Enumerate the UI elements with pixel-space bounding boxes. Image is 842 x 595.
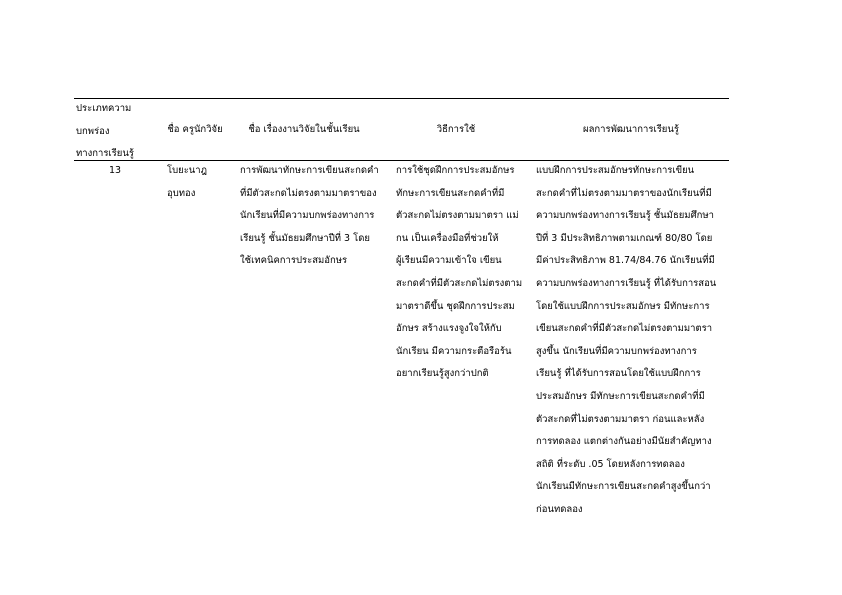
text-line: มาตราดีขึ้น ชุดฝึกการประสม	[396, 300, 515, 312]
text-line: ทักษะการเขียนสะกดคำที่มี	[396, 187, 505, 199]
header-disability-type	[76, 98, 154, 166]
research-title	[240, 160, 379, 273]
text-line: การใช้ชุดฝึกการประสมอักษร	[396, 165, 515, 176]
text-line: อักษร สร้างแรงจูงใจให้กับ	[396, 323, 502, 335]
text-line: กน เป็นเครื่องมือที่ช่วยให้	[396, 232, 499, 244]
header-line: ทางการเรียนรู้	[76, 148, 134, 160]
text-line: การพัฒนาทักษะการเขียนสะกดคำ	[240, 165, 379, 176]
text-line: อุบทอง	[167, 187, 196, 199]
text-line: สะกดคำที่ไม่ตรงตามมาตราของนักเรียนที่มี	[536, 187, 712, 199]
text-line: มีค่าประสิทธิภาพ 81.74/84.76 นักเรียนที่มี	[536, 255, 715, 267]
text-line: การทดลอง แตกต่างกันอย่างมีนัยสำคัญทาง	[536, 436, 712, 448]
result-text	[536, 160, 716, 522]
text-line: ประสมอักษร มีทักษะการเขียนสะกดคำที่มี	[536, 390, 705, 402]
text-line: สะกดคำที่มีตัวสะกดไม่ตรงตาม	[396, 277, 523, 289]
text-line: โบยะนาฎ	[167, 165, 208, 176]
text-line: อยากเรียนรู้สูงกว่าปกติ	[396, 368, 489, 380]
text-line: ผู้เรียนมีความเข้าใจ เขียน	[396, 255, 502, 267]
text-line: สูงขึ้น นักเรียนที่มีความบกพร่องทางการ	[536, 345, 697, 357]
text-line: แบบฝึกการประสมอักษรทักษะการเขียน	[536, 165, 695, 176]
text-line: โดยใช้แบบฝึกการประสมอักษร มีทักษะการ	[536, 300, 710, 312]
researcher-name	[167, 160, 207, 205]
header-line: ประเภทความ	[76, 103, 132, 114]
text-line: ก่อนทดลอง	[536, 503, 583, 515]
header-result: ผลการพัฒนาการเรียนรู้	[583, 124, 679, 135]
text-line: สถิติ ที่ระดับ .05 โดยหลังการทดลอง	[536, 458, 685, 470]
header-method: วิธีการใช้	[436, 124, 476, 135]
text-line: ปีที่ 3 มีประสิทธิภาพตามเกณฑ์ 80/80 โดย	[536, 232, 713, 244]
text-line: นักเรียน มีความกระตือรือร้น	[396, 345, 512, 357]
table-top-rule	[74, 98, 729, 99]
header-line: บกพร่อง	[76, 125, 110, 137]
text-line: ความบกพร่องทางการเรียนรู้ ชั้นมัธยมศึกษา	[536, 210, 714, 222]
header-researcher: ชื่อ ครูนักวิจัย	[167, 124, 223, 135]
row-number: 13	[108, 165, 122, 176]
text-line: ตัวสะกดที่ไม่ตรงตามมาตรา ก่อนและหลัง	[536, 413, 705, 425]
text-line: ความบกพร่องทางการเรียนรู้ ที่ได้รับการสอน	[536, 277, 717, 289]
text-line: ใช้เทคนิคการประสมอักษร	[240, 255, 348, 267]
text-line: เรียนรู้ ที่ได้รับการสอนโดยใช้แบบฝึกการ	[536, 368, 701, 380]
text-line: เรียนรู้ ชั้นมัธยมศึกษาปีที่ 3 โดย	[240, 232, 370, 244]
text-line: นักเรียนมีทักษะการเขียนสะกดคำสูงขึ้นกว่า	[536, 481, 711, 493]
text-line: นักเรียนที่มีความบกพร่องทางการ	[240, 210, 375, 222]
text-line: ตัวสะกดไม่ตรงตามมาตรา แม่	[396, 210, 519, 222]
text-line: เขียนสะกดคำที่มีตัวสะกดไม่ตรงตามมาตรา	[536, 323, 713, 335]
text-line: ที่มีตัวสะกดไม่ตรงตามมาตราของ	[240, 187, 377, 199]
header-research-title: ชื่อ เรื่องงานวิจัยในชั้นเรียน	[248, 124, 360, 135]
method-text	[396, 160, 522, 386]
